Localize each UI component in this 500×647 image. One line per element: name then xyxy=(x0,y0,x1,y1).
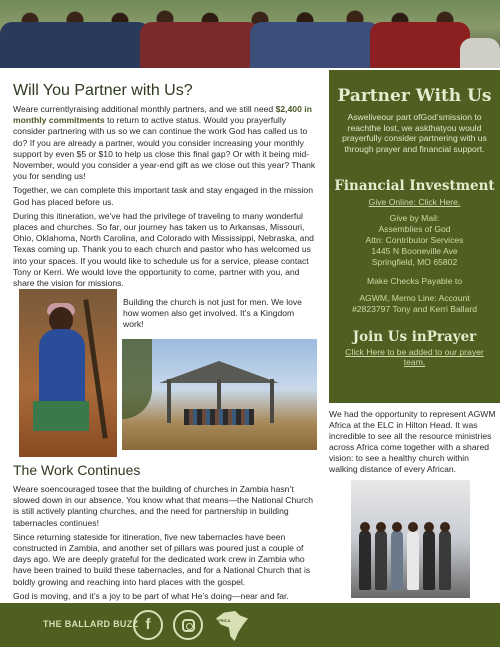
checks-label: Make Checks Payable to xyxy=(366,276,463,287)
woman-caption: Building the church is not just for men. We love how women also get involved. It's a Kingdom work! xyxy=(123,297,302,329)
africa-logo xyxy=(216,611,248,641)
header-banner-photo xyxy=(0,0,500,68)
partner-paragraph-2: Together, we can complete this important task and stay engaged in the mission God has placed before us. xyxy=(13,185,313,207)
work-paragraph-1: Weare soencouraged tosee that the building of churches in Zambia hasn’t slowed down in our absence. You know what that means—the National Church is still actively planting churches, and the need for partnership in building tabernacles continues! xyxy=(13,484,314,528)
footer-bar xyxy=(0,603,500,647)
prayer-heading: Join Us inPrayer xyxy=(352,329,477,346)
elc-caption: We had the opportunity to represent AGWM Africa at the ELC in Hilton Head. It was incredible to see all the resource ministries across Africa come together with a shared vision: to see a healthy church within walking distance of every African. xyxy=(329,409,496,474)
partner-sidebar xyxy=(329,70,500,403)
work-paragraph-2: Since returning stateside for itineration, five new tabernacles have been constructed in Zambia, and another set of pillars was poured just a couple of days ago. We are deeply grateful for the dedicated work crew in Zambia who have been trained to build these tabernacles, and for a National Church that is boldly growing and reaching into hard places with the gospel. xyxy=(13,531,311,587)
instagram-icon[interactable] xyxy=(173,610,203,640)
partner-heading: Will You Partner with Us? xyxy=(13,82,193,99)
work-section xyxy=(13,462,316,605)
give-mail-attn: Attn: Contributor Services xyxy=(365,235,464,246)
sidebar-intro: Asweliveour part ofGod’smission to reachthe lost, we askthatyou would prayerfully consider partnering with us through prayer and financial support. xyxy=(342,112,487,154)
give-online-link[interactable]: Give Online: Click Here. xyxy=(368,197,461,208)
give-mail-label: Give by Mail: xyxy=(389,213,440,224)
checks-memo: AGWM, Memo Line: Account #2823797 Tony and Kerri Ballard xyxy=(351,293,477,315)
work-heading: The Work Continues xyxy=(13,462,141,478)
elc-group-photo xyxy=(351,480,470,598)
work-paragraph-3: God is moving, and it’s a joy to be part of what He’s doing—near and far. xyxy=(13,590,289,601)
partner-paragraph-1: Weare currentlyraising additional monthly partners, and we still need $2,400 in monthly commitments to return to active status. Would you prayerfully consider partnering with us so we can continue the work God has called us to do? If you are already a partner, would you consider increasing your monthly support by even $5 or $10 to help us close this final gap? Or with it being mid- November, would you consider a year-end gift as we close out this year? Thank you for sending us! xyxy=(13,104,316,182)
itineration-paragraph: During this itineration, we’ve had the privilege of traveling to many wonderful places and churches. So far, our journey has taken us to Arkansas, Missouri, Ohio, Oklahoma, North Carolina, and Colorado with Mississippi, Nebraska, and Texas coming up. Thank you to each church and pastor who has welcomed us into your spaces. If you would like to schedule us for a service, please contact Tony or Kerri. We would love the opportunity to come, partner with you, and share the vision for missions. xyxy=(13,210,314,289)
sidebar-title: Partner With Us xyxy=(337,86,492,106)
newsletter-brand: THE BALLARD BUZZ xyxy=(43,619,139,629)
financial-heading: Financial Investment xyxy=(334,178,495,195)
africa-logo-label: AFRICA xyxy=(215,618,231,623)
tabernacle-photo xyxy=(122,339,317,450)
give-mail-city: Springfield, MO 65802 xyxy=(371,257,458,268)
prayer-team-link[interactable]: Click Here to be added to our prayer team. xyxy=(345,347,484,368)
woman-building-photo xyxy=(19,289,117,457)
monthly-commitment-amount: $2,400 in monthly commitments xyxy=(13,104,312,126)
facebook-icon[interactable]: f xyxy=(133,610,163,640)
give-mail-org: Assemblies of God xyxy=(378,224,451,235)
partner-section xyxy=(13,82,316,292)
give-mail-street: 1445 N Booneville Ave xyxy=(371,246,458,257)
